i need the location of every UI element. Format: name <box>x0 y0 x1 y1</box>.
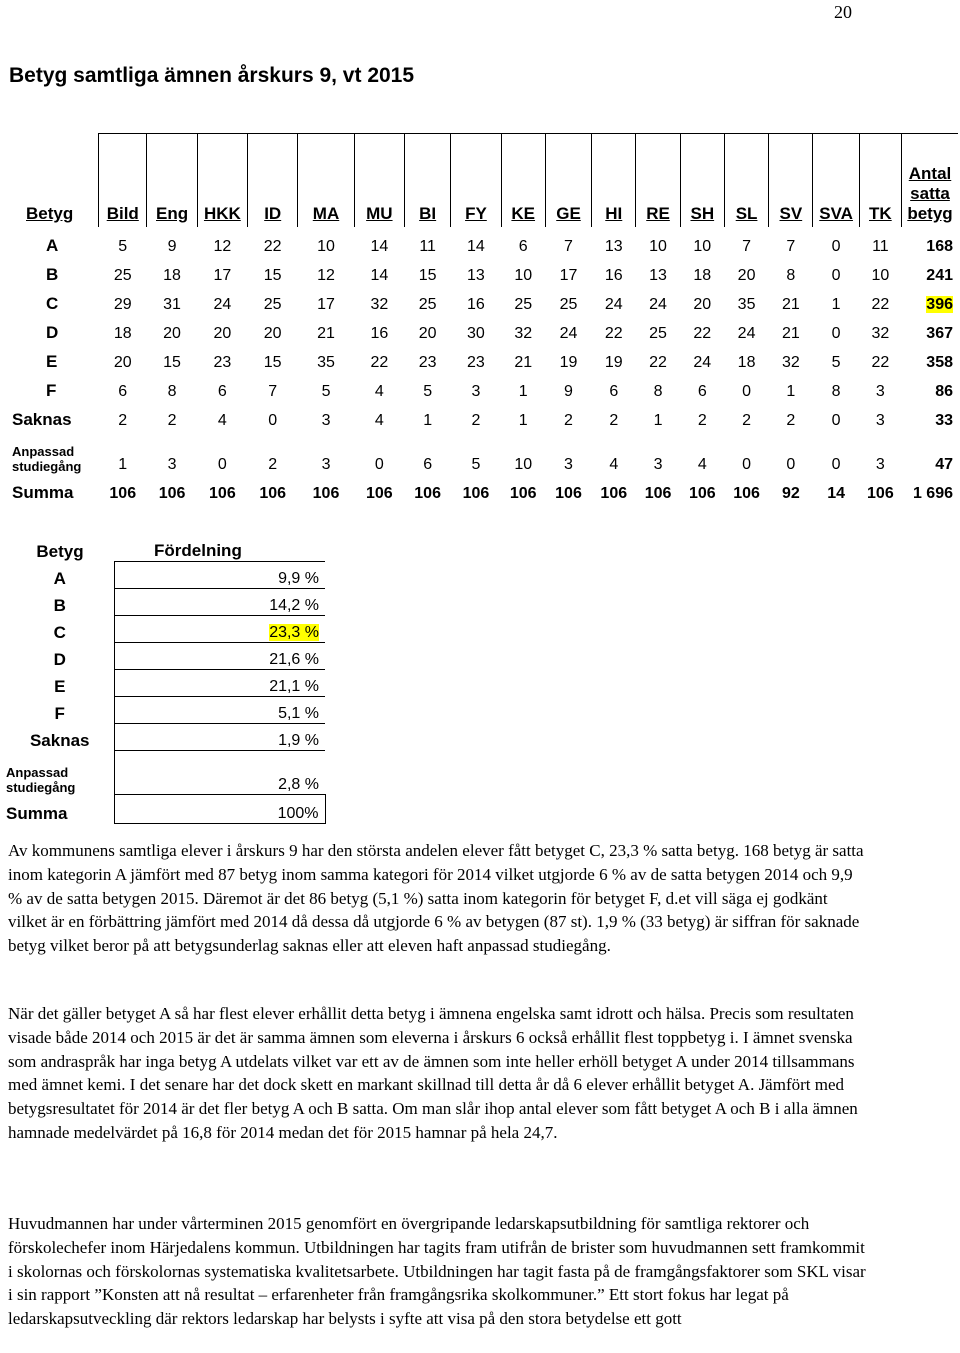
grade-count-cell: 6 <box>697 383 707 400</box>
grade-count-cell: 2 <box>742 412 752 429</box>
grade-count-cell: 10 <box>317 238 335 255</box>
grade-count-cell: 1 <box>831 296 841 313</box>
page-number: 20 <box>834 2 852 22</box>
grade-count-cell: 10 <box>649 238 667 255</box>
grade-row-label: B <box>46 265 59 284</box>
grade-count-cell: 16 <box>467 296 485 313</box>
grade-count-cell: 6 <box>518 238 528 255</box>
grade-count-cell: 3 <box>875 412 885 429</box>
distribution-percent <box>114 616 325 643</box>
grade-total-cell <box>902 343 959 372</box>
subject-header: MU <box>354 134 404 228</box>
grade-row-label-line: Anpassad <box>12 444 75 459</box>
grade-count-cell: 25 <box>418 296 437 313</box>
grade-count-cell: 0 <box>742 383 752 400</box>
page-title: Betyg samtliga ämnen årskurs 9, vt 2015 <box>9 64 415 87</box>
grade-count-cell: 25 <box>649 325 667 342</box>
grade-count-cell: 3 <box>875 383 885 400</box>
grade-count-cell: 2 <box>609 412 619 429</box>
distribution-row <box>6 697 325 724</box>
grade-count-cell: 0 <box>374 456 384 473</box>
subject-header: SV <box>769 134 813 228</box>
grade-total-cell <box>902 430 959 474</box>
subject-header: SH <box>680 134 724 228</box>
subject-header: SL <box>724 134 768 228</box>
grade-row <box>0 227 958 256</box>
grade-count-cell: 6 <box>609 383 619 400</box>
distribution-row <box>6 724 325 751</box>
grade-count-cell: 1 <box>518 383 528 400</box>
grade-count-cell: 3 <box>167 456 177 473</box>
grade-count-cell: 15 <box>163 354 181 371</box>
grade-count-cell: 23 <box>467 354 485 371</box>
grade-count-cell: 15 <box>263 267 282 284</box>
grade-count-cell: 2 <box>167 412 177 429</box>
grade-count-cell: 0 <box>831 267 841 284</box>
grade-count-cell: 0 <box>742 456 752 473</box>
grade-count-cell: 24 <box>693 354 712 371</box>
total-header-line: satta <box>910 184 950 203</box>
grade-count-cell: 2 <box>118 412 128 429</box>
grade-count-cell: 20 <box>213 325 232 342</box>
grade-count-cell: 5 <box>831 354 841 371</box>
distribution-percent <box>114 751 325 795</box>
grade-count-cell: 31 <box>163 296 181 313</box>
grade-count-cell: 106 <box>600 485 628 502</box>
grade-count-cell: 106 <box>509 485 537 502</box>
distribution-percent-value: 14,2 % <box>269 597 319 614</box>
distribution-percent-value: 1,9 % <box>278 732 319 749</box>
grade-count-cell: 17 <box>559 267 578 284</box>
grade-total-value: 33 <box>935 412 953 429</box>
grade-count-cell: 5 <box>423 383 433 400</box>
grade-row <box>0 256 958 285</box>
grade-count-cell: 21 <box>781 296 800 313</box>
grade-row-label: Saknas <box>12 410 72 429</box>
grade-total-cell <box>902 474 959 503</box>
distribution-row <box>6 589 325 616</box>
grade-count-cell: 4 <box>374 383 384 400</box>
grade-count-cell: 0 <box>831 412 841 429</box>
grade-count-cell: 0 <box>268 412 278 429</box>
grade-count-cell: 0 <box>831 456 841 473</box>
grade-count-cell: 4 <box>697 456 707 473</box>
total-column-header <box>902 134 959 228</box>
grade-count-cell: 8 <box>786 267 796 284</box>
grade-row-label: E <box>46 352 58 371</box>
grade-count-cell: 2 <box>786 412 796 429</box>
grade-count-cell: 0 <box>831 238 841 255</box>
grade-count-cell: 7 <box>268 383 278 400</box>
distribution-row <box>6 670 325 697</box>
grade-count-cell: 10 <box>514 267 533 284</box>
grade-count-cell: 1 <box>118 456 128 473</box>
grade-count-cell: 10 <box>693 238 712 255</box>
total-header-line: betyg <box>907 204 953 223</box>
distribution-percent-value: 23,3 % <box>269 624 319 641</box>
grade-row-label-line: studiegång <box>12 459 82 474</box>
distribution-percent <box>114 643 325 670</box>
grade-count-cell: 106 <box>414 485 441 502</box>
grade-count-cell: 18 <box>163 267 181 284</box>
grade-count-cell: 24 <box>213 296 232 313</box>
grade-count-cell: 106 <box>555 485 582 502</box>
grade-total-value: 1 696 <box>912 485 953 502</box>
distribution-grade: C <box>53 622 66 642</box>
grade-row <box>0 285 958 314</box>
grade-count-cell: 0 <box>217 456 227 473</box>
grade-count-cell: 3 <box>875 456 885 473</box>
grade-row <box>0 372 958 401</box>
grade-count-cell: 25 <box>514 296 533 313</box>
grade-count-cell: 5 <box>321 383 331 400</box>
grade-count-cell: 2 <box>564 412 573 429</box>
grade-count-cell: 12 <box>317 267 335 284</box>
subject-header: HKK <box>197 134 247 228</box>
grade-count-cell: 14 <box>827 485 845 502</box>
grade-count-cell: 6 <box>118 383 128 400</box>
grade-count-cell: 8 <box>831 383 841 400</box>
grade-count-cell: 13 <box>649 267 667 284</box>
distribution-row <box>6 616 325 643</box>
subject-header: RE <box>636 134 680 228</box>
grade-count-cell: 10 <box>871 267 890 284</box>
grade-count-cell: 15 <box>418 267 437 284</box>
grade-row <box>0 430 958 474</box>
grade-count-cell: 9 <box>564 383 573 400</box>
grade-count-cell: 4 <box>609 456 619 473</box>
grade-count-cell: 24 <box>737 325 756 342</box>
subject-header: KE <box>501 134 545 228</box>
grade-count-cell: 1 <box>423 412 433 429</box>
grade-row-label <box>0 430 99 474</box>
grade-count-cell: 20 <box>693 296 712 313</box>
distribution-grade: E <box>54 676 66 696</box>
distribution-percent <box>114 670 325 697</box>
distribution-percent <box>114 795 325 824</box>
distribution-percent <box>114 724 325 751</box>
grade-count-cell: 2 <box>268 456 278 473</box>
grade-row <box>0 343 958 372</box>
grade-count-cell: 6 <box>217 383 227 400</box>
grade-count-cell: 19 <box>604 354 623 371</box>
grade-count-cell: 3 <box>321 456 331 473</box>
grade-count-cell: 18 <box>693 267 712 284</box>
distribution-percent <box>114 562 325 589</box>
distribution-grade: D <box>53 649 66 669</box>
grade-count-cell: 5 <box>471 456 481 473</box>
grade-count-cell: 106 <box>312 485 340 502</box>
grade-total-cell <box>902 227 959 256</box>
grade-row-label: F <box>46 381 57 400</box>
grade-count-cell: 14 <box>370 238 389 255</box>
subject-header: HI <box>592 134 636 228</box>
grade-count-cell: 22 <box>871 296 890 313</box>
grade-count-cell: 14 <box>467 238 485 255</box>
grade-count-cell: 21 <box>317 325 335 342</box>
grade-row <box>0 474 958 503</box>
subject-header: Eng <box>147 134 197 228</box>
grade-count-cell: 20 <box>418 325 437 342</box>
distribution-percent-value: 9,9 % <box>278 570 319 587</box>
grade-count-cell: 20 <box>113 354 132 371</box>
grade-count-cell: 106 <box>259 485 287 502</box>
distribution-percent-value: 100% <box>277 805 319 822</box>
grade-count-cell: 21 <box>781 325 800 342</box>
grade-count-cell: 25 <box>113 267 132 284</box>
grade-total-cell <box>902 401 959 430</box>
distribution-grade: Summa <box>6 803 68 823</box>
grade-total-cell <box>902 285 959 314</box>
grade-count-cell: 2 <box>697 412 707 429</box>
distribution-percent <box>114 697 325 724</box>
distribution-grade-header: Betyg <box>36 541 84 561</box>
grade-count-cell: 9 <box>167 238 177 255</box>
grade-count-cell: 7 <box>786 238 796 255</box>
grade-count-cell: 19 <box>559 354 578 371</box>
grade-count-cell: 11 <box>872 238 889 255</box>
subject-header: TK <box>859 134 901 228</box>
grade-count-cell: 22 <box>370 354 389 371</box>
grade-count-cell: 18 <box>737 354 756 371</box>
grade-count-cell: 106 <box>209 485 236 502</box>
grade-count-cell: 32 <box>514 325 533 342</box>
grade-count-cell: 29 <box>113 296 132 313</box>
grade-row-label: Summa <box>12 483 74 502</box>
grade-count-cell: 25 <box>263 296 282 313</box>
grade-count-cell: 22 <box>871 354 890 371</box>
grade-count-cell: 1 <box>653 412 663 429</box>
subject-header: SVA <box>813 134 859 228</box>
grade-count-cell: 92 <box>781 485 800 502</box>
grade-count-cell: 20 <box>737 267 756 284</box>
distribution-grade: A <box>53 568 66 588</box>
grade-count-cell: 23 <box>213 354 232 371</box>
grade-count-cell: 22 <box>693 325 712 342</box>
grade-count-cell: 23 <box>418 354 437 371</box>
grade-count-cell: 32 <box>370 296 389 313</box>
distribution-percent-header: Fördelning <box>154 541 242 560</box>
distribution-grade: Saknas <box>29 730 90 750</box>
grade-count-cell: 4 <box>374 412 384 429</box>
grade-total-value: 367 <box>926 325 953 342</box>
distribution-grade-line: studiegång <box>6 779 76 795</box>
grade-count-cell: 20 <box>263 325 282 342</box>
distribution-percent <box>114 589 325 616</box>
grade-count-cell: 0 <box>831 325 841 342</box>
subject-header: GE <box>545 134 591 228</box>
grade-count-cell: 24 <box>559 325 578 342</box>
grade-count-cell: 106 <box>867 485 894 502</box>
grade-count-cell: 13 <box>467 267 485 284</box>
grade-count-cell: 4 <box>217 412 227 429</box>
subject-header: BI <box>405 134 451 228</box>
distribution-row <box>6 751 325 795</box>
grade-total-value: 47 <box>935 456 953 473</box>
grade-count-cell: 22 <box>649 354 667 371</box>
grade-count-cell: 106 <box>462 485 490 502</box>
grade-count-cell: 22 <box>263 238 282 255</box>
grade-count-cell: 7 <box>564 238 573 255</box>
grade-count-cell: 7 <box>742 238 752 255</box>
grade-count-cell: 15 <box>263 354 282 371</box>
distribution-grade <box>6 751 114 795</box>
distribution-row <box>6 562 325 589</box>
grade-total-value: 168 <box>926 238 953 255</box>
grade-count-cell: 3 <box>321 412 331 429</box>
subject-header: Bild <box>99 134 147 228</box>
grade-count-cell: 20 <box>163 325 181 342</box>
grade-total-cell <box>902 372 959 401</box>
grade-count-cell: 16 <box>604 267 623 284</box>
grade-total-value: 86 <box>935 383 953 400</box>
grade-column-header: Betyg <box>0 134 99 228</box>
grade-count-cell: 106 <box>158 485 186 502</box>
grade-total-value: 241 <box>926 267 953 284</box>
grade-count-cell: 22 <box>604 325 623 342</box>
grade-count-cell: 14 <box>370 267 389 284</box>
grade-count-cell: 3 <box>653 456 663 473</box>
grade-count-cell: 8 <box>167 383 177 400</box>
grade-row-label: A <box>46 236 59 255</box>
grade-count-cell: 13 <box>604 238 623 255</box>
grade-count-cell: 24 <box>604 296 623 313</box>
grade-total-cell <box>902 314 959 343</box>
distribution-row <box>6 795 325 824</box>
grade-row-label: D <box>46 323 59 342</box>
distribution-row <box>6 643 325 670</box>
grade-count-cell: 106 <box>733 485 760 502</box>
grade-count-cell: 8 <box>653 383 663 400</box>
grade-count-cell: 106 <box>109 485 137 502</box>
grade-count-cell: 21 <box>514 354 533 371</box>
grade-total-value: 396 <box>926 296 953 313</box>
total-header-line: Antal <box>908 164 952 183</box>
grade-count-cell: 30 <box>467 325 485 342</box>
grade-count-cell: 32 <box>781 354 800 371</box>
distribution-grade: B <box>53 595 66 615</box>
grade-count-cell: 17 <box>213 267 232 284</box>
distribution-percent-value: 5,1 % <box>278 705 319 722</box>
grade-row-label: C <box>46 294 59 313</box>
grade-count-cell: 3 <box>471 383 481 400</box>
grade-count-cell: 35 <box>737 296 756 313</box>
grade-count-cell: 32 <box>871 325 890 342</box>
grade-count-cell: 25 <box>559 296 578 313</box>
grade-count-cell: 3 <box>564 456 573 473</box>
grade-total-value: 358 <box>926 354 953 371</box>
grade-count-cell: 6 <box>423 456 433 473</box>
distribution-percent-value: 21,6 % <box>269 651 319 668</box>
grade-count-cell: 35 <box>317 354 335 371</box>
grade-count-cell: 106 <box>365 485 393 502</box>
grade-count-cell: 12 <box>213 238 232 255</box>
grade-count-cell: 24 <box>649 296 667 313</box>
grade-count-cell: 17 <box>317 296 335 313</box>
distribution-grade-line: Anpassad <box>6 764 69 780</box>
grade-count-cell: 5 <box>118 238 128 255</box>
grade-count-cell: 2 <box>471 412 481 429</box>
distribution-table <box>6 537 326 824</box>
grade-count-cell: 11 <box>419 238 436 255</box>
grade-count-cell: 10 <box>514 456 533 473</box>
distribution-percent-value: 21,1 % <box>269 678 319 695</box>
grade-row <box>0 314 958 343</box>
paragraph-grade-a: När det gäller betyget A så har flest elever erhållit detta betyg i ämnena engelska samt idrott och hälsa. Precis som resultaten visade både 2014 och 2015 är det är samma ämnen som eleverna i årskurs 6 också erhållit flest toppbetyg i. I ämnet svenska som andraspråk har inga betyg A utdelats vilket var ett av de ämnen som inte heller erhöll betyget A under 2014 tillsammans med ämnet kemi. I det senare har det dock skett en markant skillnad till detta år då 6 elever erhållit betyget A. Jämfört med betygsresultatet för 2014 är det fler betyg A och B satta. Om man slår ihop antal elever som fått betyget A och B i alla ämnen hamnade medelvärdet på 16,8 för 2014 medan det för 2015 hamnar på hela 24,7. <box>8 1004 858 1142</box>
subject-header: MA <box>298 134 354 228</box>
grades-table <box>0 133 958 503</box>
paragraph-grade-summary: Av kommunens samtliga elever i årskurs 9 har den största andelen elever fått betyget C, 23,3 % satta betyg. 168 betyg är satta inom kategorin A jämfört med 87 betyg inom samma kategori för 2014 vilket utgjorde 6 % av de satta betygen 2014 och 9,9 % av de satta betygen 2015. Däremot är det 86 betyg (5,1 %) satta inom kategorin för betyget F, d.et vill säga ej godkänt vilket är en förbättring jämfört med 2014 då dessa då utgjorde 6 % av betygen (87 st). 1,9 % (33 betyg) är siffran för saknade betyg vilket beror på att betygsunderlag saknas eller att eleven haft anpassad studiegång. <box>8 841 864 956</box>
paragraph-leadership: Huvudmannen har under vårterminen 2015 genomfört en övergripande ledarskapsutbildning för samtliga rektorer och förskolechefer inom Härjedalens kommun. Utbildningen har tagits fram utifrån de brister som huvudmannen sett framkommit i skolornas och förskolornas systematiska kvalitetsarbete. Utbildningen har tagit fasta på de framgångsfaktorer som SKL visar i sin rapport ”Konsten att nå resultat – erfarenheter från framgångsrika skolkommuner.” Ett stort fokus har legat på ledarskapsutveckling där rektors ledarskap har belysts i syfte att visa på den stora betydelse ett gott <box>8 1214 866 1329</box>
grade-count-cell: 106 <box>644 485 672 502</box>
grade-count-cell: 18 <box>113 325 132 342</box>
subject-header: FY <box>451 134 501 228</box>
distribution-grade: F <box>54 703 65 723</box>
grade-count-cell: 106 <box>688 485 716 502</box>
subject-header: ID <box>248 134 298 228</box>
distribution-percent-value: 2,8 % <box>278 776 319 793</box>
grade-row <box>0 401 958 430</box>
distribution-header <box>6 537 325 562</box>
grades-table-header <box>0 134 958 228</box>
grade-count-cell: 16 <box>370 325 389 342</box>
grade-count-cell: 1 <box>786 383 796 400</box>
grade-total-cell <box>902 256 959 285</box>
grade-count-cell: 0 <box>786 456 796 473</box>
grade-count-cell: 1 <box>518 412 528 429</box>
